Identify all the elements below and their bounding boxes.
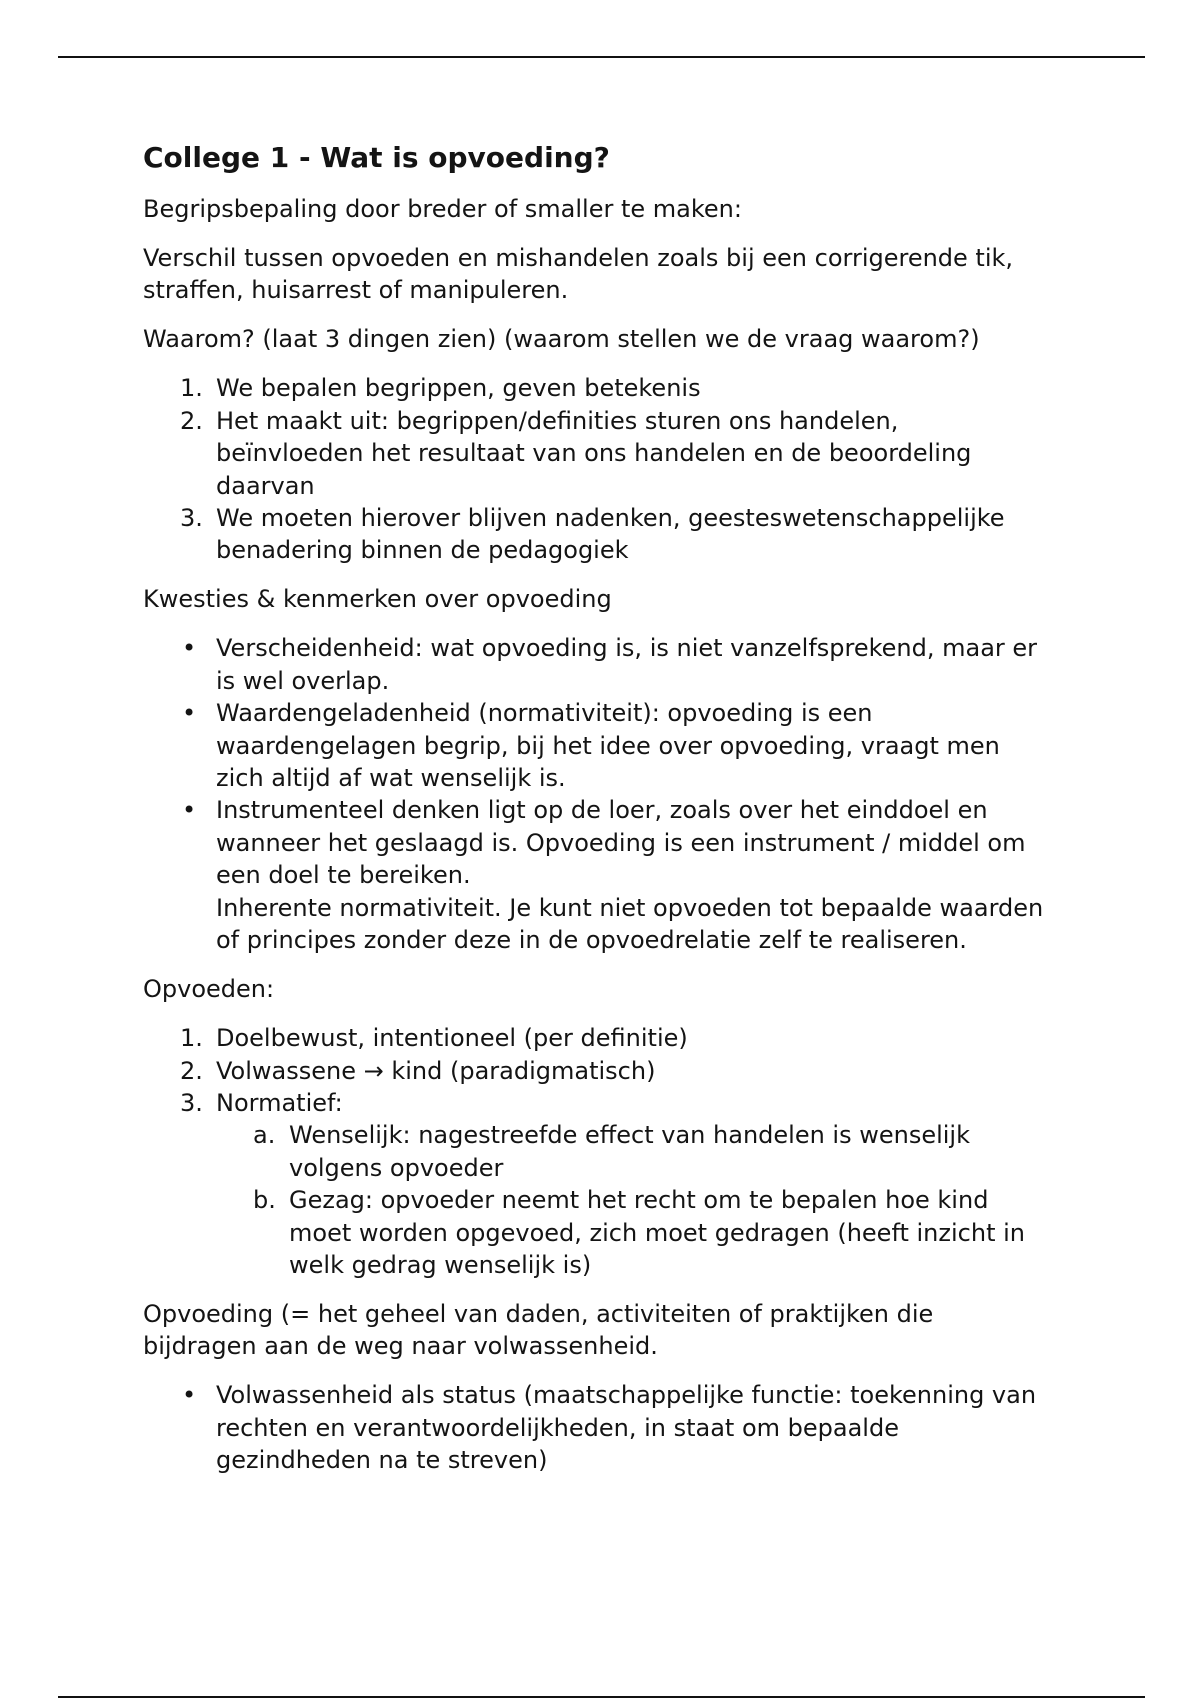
- text-line: Volwassenheid als status (maatschappelijke functie: toekenning van: [216, 1381, 1037, 1410]
- list-item: [143, 632, 1043, 697]
- text-line: is wel overlap.: [216, 666, 390, 695]
- volwassenheid-bullet-list: [143, 1379, 1043, 1476]
- waarom-numbered-list: [143, 372, 1043, 566]
- text-line: Kwesties & kenmerken over opvoeding: [143, 585, 612, 614]
- bullet-marker: •: [182, 699, 197, 728]
- text-line: Normatief:: [216, 1088, 343, 1117]
- normatief-sub-list: [216, 1119, 1043, 1281]
- document-body: [143, 140, 1043, 1493]
- intro-paragraph: [143, 193, 1043, 225]
- text-line: Verscheidenheid: wat opvoeding is, is niet vanzelfsprekend, maar er: [216, 634, 1038, 663]
- list-number: 2.: [180, 1056, 203, 1085]
- text-line: We bepalen begrippen, geven betekenis: [216, 374, 701, 403]
- text-line: Gezag: opvoeder neemt het recht om te bepalen hoe kind: [289, 1186, 989, 1215]
- text-line: Instrumenteel denken ligt op de loer, zoals over het einddoel en: [216, 796, 988, 825]
- text-line: straffen, huisarrest of manipuleren.: [143, 276, 569, 305]
- verschil-paragraph: [143, 242, 1043, 307]
- list-item: [143, 372, 1043, 404]
- text-line: We moeten hierover blijven nadenken, geesteswetenschappelijke: [216, 504, 1005, 533]
- text-line: een doel te bereiken.: [216, 861, 471, 890]
- bullet-marker: •: [182, 1381, 197, 1410]
- text-line: Waarom? (laat 3 dingen zien) (waarom stellen we de vraag waarom?): [143, 325, 980, 354]
- text-line: benadering binnen de pedagogiek: [216, 536, 629, 565]
- sub-list-letter: b.: [253, 1186, 276, 1215]
- text-line: Begripsbepaling door breder of smaller te maken:: [143, 195, 742, 223]
- text-line: wanneer het geslaagd is. Opvoeding is een instrument / middel om: [216, 828, 1026, 857]
- text-line: Opvoeding (= het geheel van daden, activiteiten of praktijken die: [143, 1299, 934, 1328]
- list-number: 3.: [180, 504, 203, 533]
- page-title: College 1 - Wat is opvoeding?: [143, 141, 610, 174]
- text-line: welk gedrag wenselijk is): [289, 1250, 592, 1279]
- kwesties-bullet-list: [143, 632, 1043, 956]
- list-number: 1.: [180, 374, 203, 403]
- footer-rule: [58, 1696, 1145, 1698]
- bullet-marker: •: [182, 634, 197, 663]
- waarom-heading: [143, 323, 1043, 355]
- list-item: [143, 794, 1043, 956]
- list-number: 1.: [180, 1024, 203, 1053]
- bullet-marker: •: [182, 796, 197, 825]
- list-item: [143, 1022, 1043, 1054]
- sub-list-letter: a.: [253, 1121, 276, 1150]
- text-line: daarvan: [216, 471, 315, 500]
- text-line: moet worden opgevoed, zich moet gedragen (heeft inzicht in: [289, 1218, 1025, 1247]
- list-item: [143, 697, 1043, 794]
- opvoeden-heading: [143, 973, 1043, 1005]
- sub-list-item: [216, 1184, 1043, 1281]
- list-number: 2.: [180, 406, 203, 435]
- text-line: rechten en verantwoordelijkheden, in staat om bepaalde: [216, 1413, 899, 1442]
- text-line: volgens opvoeder: [289, 1153, 504, 1182]
- text-line: Doelbewust, intentioneel (per definitie): [216, 1024, 688, 1053]
- list-item: [143, 502, 1043, 567]
- text-line: Wenselijk: nagestreefde effect van handelen is wenselijk: [289, 1121, 970, 1150]
- text-line: Het maakt uit: begrippen/definities sturen ons handelen,: [216, 406, 899, 435]
- kwesties-heading: [143, 583, 1043, 615]
- list-item: [143, 405, 1043, 502]
- text-line: Volwassene → kind (paradigmatisch): [216, 1056, 656, 1085]
- text-line: of principes zonder deze in de opvoedrelatie zelf te realiseren.: [216, 926, 967, 955]
- opvoeding-definition-paragraph: [143, 1298, 1043, 1363]
- header-rule: [58, 56, 1145, 58]
- opvoeden-numbered-list: [143, 1022, 1043, 1281]
- text-line: Waardengeladenheid (normativiteit): opvoeding is een: [216, 699, 873, 728]
- text-line: Opvoeden:: [143, 975, 275, 1004]
- text-line: waardengelagen begrip, bij het idee over opvoeding, vraagt men: [216, 731, 1000, 760]
- text-line: bijdragen aan de weg naar volwassenheid.: [143, 1332, 658, 1361]
- list-number: 3.: [180, 1088, 203, 1117]
- text-line: gezindheden na te streven): [216, 1446, 548, 1475]
- text-line: zich altijd af wat wenselijk is.: [216, 764, 566, 793]
- list-item: [143, 1087, 1043, 1281]
- list-item: [143, 1379, 1043, 1476]
- text-line: Inherente normativiteit. Je kunt niet opvoeden tot bepaalde waarden: [216, 893, 1044, 922]
- text-line: Verschil tussen opvoeden en mishandelen zoals bij een corrigerende tik,: [143, 244, 1014, 272]
- list-item: [143, 1055, 1043, 1087]
- sub-list-item: [216, 1119, 1043, 1184]
- text-line: beïnvloeden het resultaat van ons handelen en de beoordeling: [216, 439, 972, 468]
